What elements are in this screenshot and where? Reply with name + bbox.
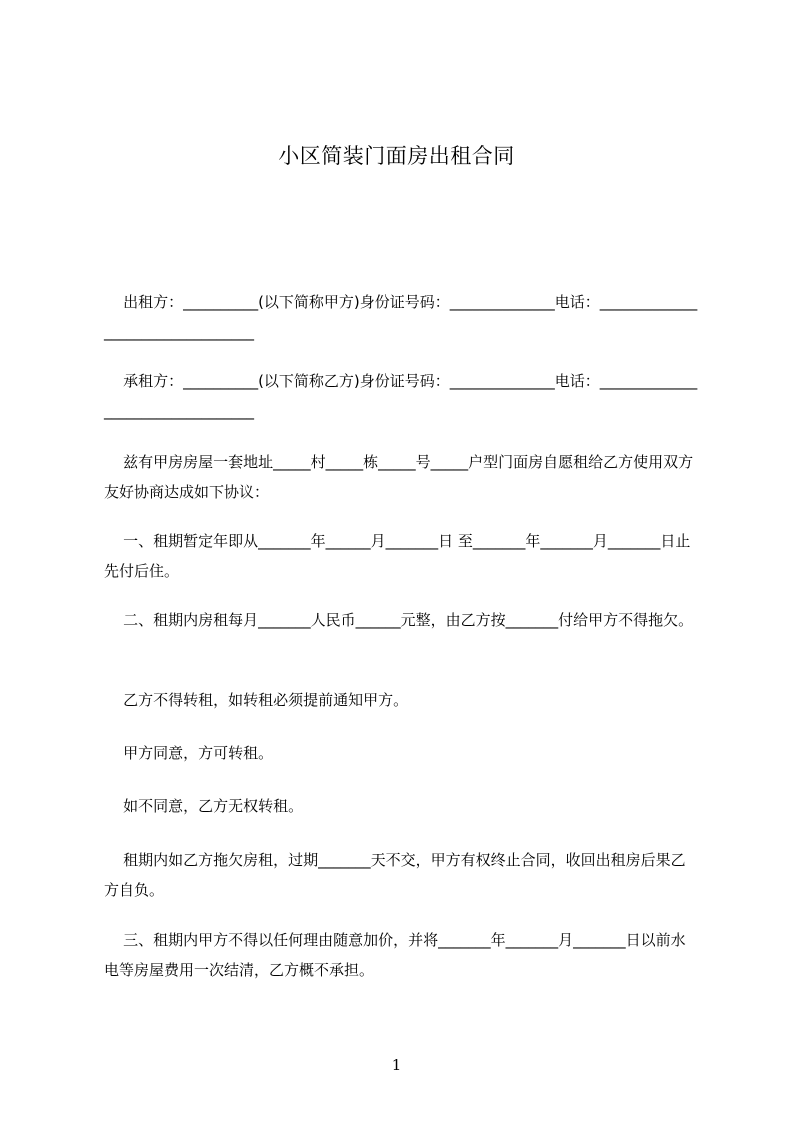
clause-one-paragraph: 一、租期暂定年即从_______年______月_______日 至_______年_______月_______日止先付后住。: [104, 532, 691, 580]
clause-two-paragraph: 二、租期内房租每月_______人民币______元整，由乙方按_______付给甲方不得拖欠。: [104, 611, 694, 629]
premises-paragraph: 兹有甲房房屋一套地址_____村_____栋_____号_____户型门面房自愿租给乙方使用双方友好协商达成如下协议：: [104, 453, 694, 501]
sublet-refusal-paragraph: 如不同意，乙方无权转租。: [104, 797, 304, 815]
arrears-paragraph: 租期内如乙方拖欠房租，过期_______天不交，甲方有权终止合同，收回出租房后果乙方自负。: [104, 851, 686, 899]
sublet-consent-paragraph: 甲方同意，方可转租。: [104, 744, 274, 762]
lessor-paragraph: 出租方：__________(以下简称甲方)身份证号码：______________电话：_________________________________: [104, 293, 698, 341]
page-number: 1: [391, 1056, 402, 1074]
lessee-paragraph: 承租方：__________(以下简称乙方)身份证号码：______________电话：_________________________________: [104, 372, 698, 420]
document-title: 小区简装门面房出租合同: [278, 144, 515, 168]
clause-three-paragraph: 三、租期内甲方不得以任何理由随意加价，并将_______年_______月_______日以前水电等房屋费用一次结清，乙方概不承担。: [104, 931, 686, 979]
sublet-paragraph: 乙方不得转租，如转租必须提前通知甲方。: [104, 691, 409, 709]
